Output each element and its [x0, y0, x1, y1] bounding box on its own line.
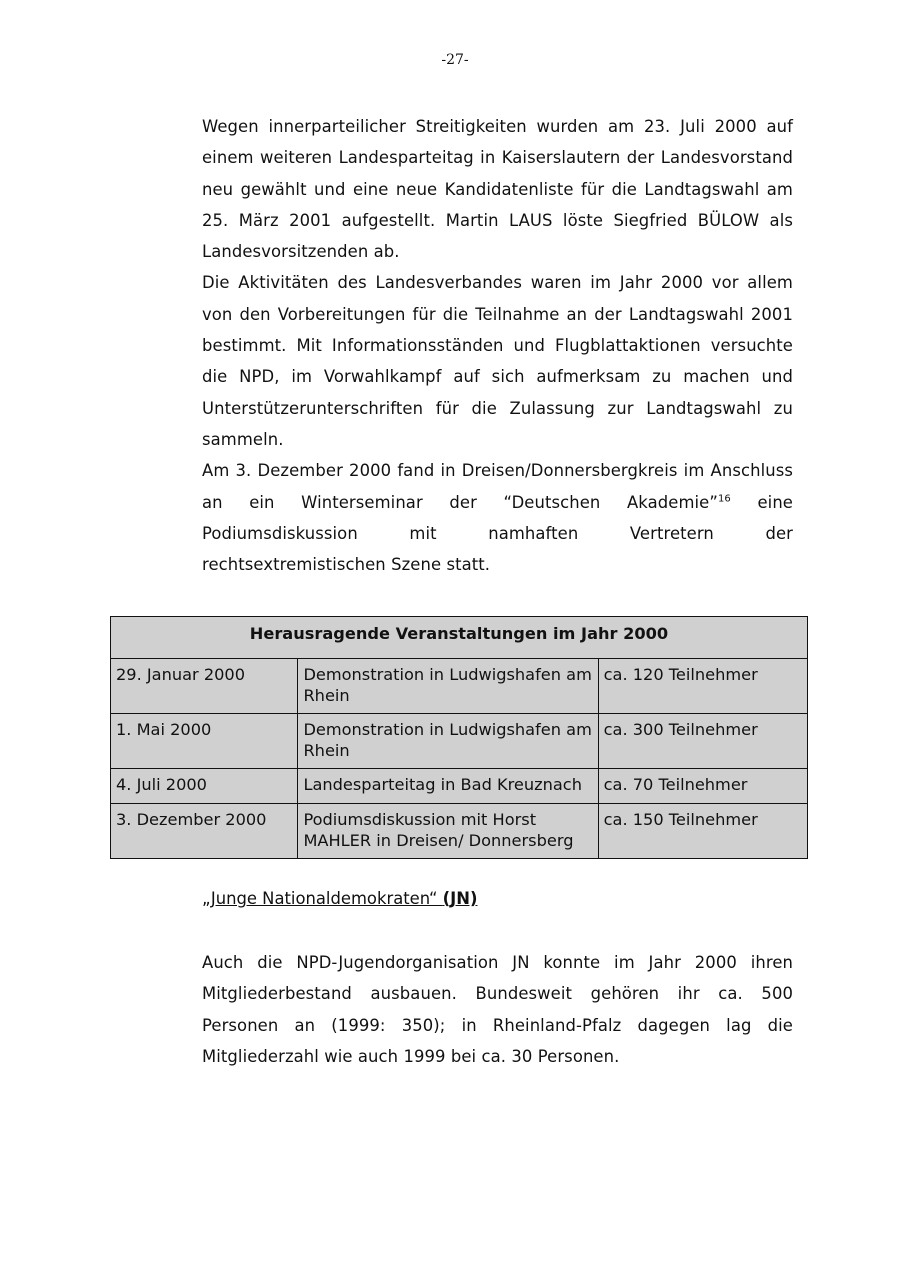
- table-row: [111, 659, 808, 714]
- event-date: 3. Dezember 2000: [111, 804, 298, 859]
- table-row: [111, 769, 808, 804]
- table-row: [111, 804, 808, 859]
- paragraph-jn-membership: Auch die NPD-Jugendorganisation JN konnte im Jahr 2000 ihren Mitgliederbestand ausbauen. Bundesweit gehören ihr ca. 500 Personen an (1999: 350); in Rheinland-Pfalz dagegen lag die Mitgliederzahl wie auch 1999 bei ca. 30 Personen.: [202, 953, 793, 1066]
- event-participants: ca. 120 Teilnehmer: [598, 659, 807, 714]
- paragraph-podium-discussion: [202, 455, 793, 580]
- section-heading-text: „Junge Nationaldemokraten“: [202, 889, 443, 908]
- event-description: Landesparteitag in Bad Kreuznach: [298, 769, 598, 804]
- paragraph-leadership-change: Wegen innerparteilicher Streitigkeiten wurden am 23. Juli 2000 auf einem weiteren Landesparteitag in Kaiserslautern der Landesvorstand neu gewählt und eine neue Kandidatenliste für die Landtagswahl am 25. März 2001 aufgestellt. Martin LAUS löste Siegfried BÜLOW als Landesvorsitzenden ab.: [202, 117, 793, 262]
- event-description: Demonstration in Ludwigshafen am Rhein: [298, 659, 598, 714]
- section-heading-jn: [202, 889, 477, 908]
- event-participants: ca. 300 Teilnehmer: [598, 714, 807, 769]
- paragraph-election-activities: Die Aktivitäten des Landesverbandes waren im Jahr 2000 vor allem von den Vorbereitungen für die Teilnahme an der Landtagswahl 2001 bestimmt. Mit Informationsständen und Flugblattaktionen versuchte die NPD, im Vorwahlkampf auf sich aufmerksam zu machen und Unterstützerunterschriften für die Zulassung zur Landtagswahl zu sammeln.: [202, 273, 793, 449]
- footnote-marker: 16: [717, 493, 731, 505]
- table-header-row: [111, 617, 808, 659]
- event-date: 4. Juli 2000: [111, 769, 298, 804]
- event-date: 29. Januar 2000: [111, 659, 298, 714]
- table-title: Herausragende Veranstaltungen im Jahr 2000: [111, 617, 808, 659]
- body-text-top: [202, 111, 793, 580]
- event-description: Demonstration in Ludwigshafen am Rhein: [298, 714, 598, 769]
- podium-text-start: Am 3. Dezember 2000 fand in Dreisen/Donnersbergkreis im Anschluss an ein Winterseminar der “Deutschen Akademie”: [202, 461, 793, 512]
- event-date: 1. Mai 2000: [111, 714, 298, 769]
- body-text-bottom: [202, 947, 793, 1072]
- page-number: -27-: [441, 52, 469, 68]
- table-row: [111, 714, 808, 769]
- event-participants: ca. 70 Teilnehmer: [598, 769, 807, 804]
- section-heading-abbreviation: (JN): [442, 889, 478, 908]
- event-participants: ca. 150 Teilnehmer: [598, 804, 807, 859]
- podium-text-end: eine Podiumsdiskussion mit namhaften Vertretern der rechtsextremistischen Szene statt.: [202, 492, 793, 575]
- event-description: Podiumsdiskussion mit Horst MAHLER in Dreisen/ Donnersberg: [298, 804, 598, 859]
- events-table: [110, 616, 808, 859]
